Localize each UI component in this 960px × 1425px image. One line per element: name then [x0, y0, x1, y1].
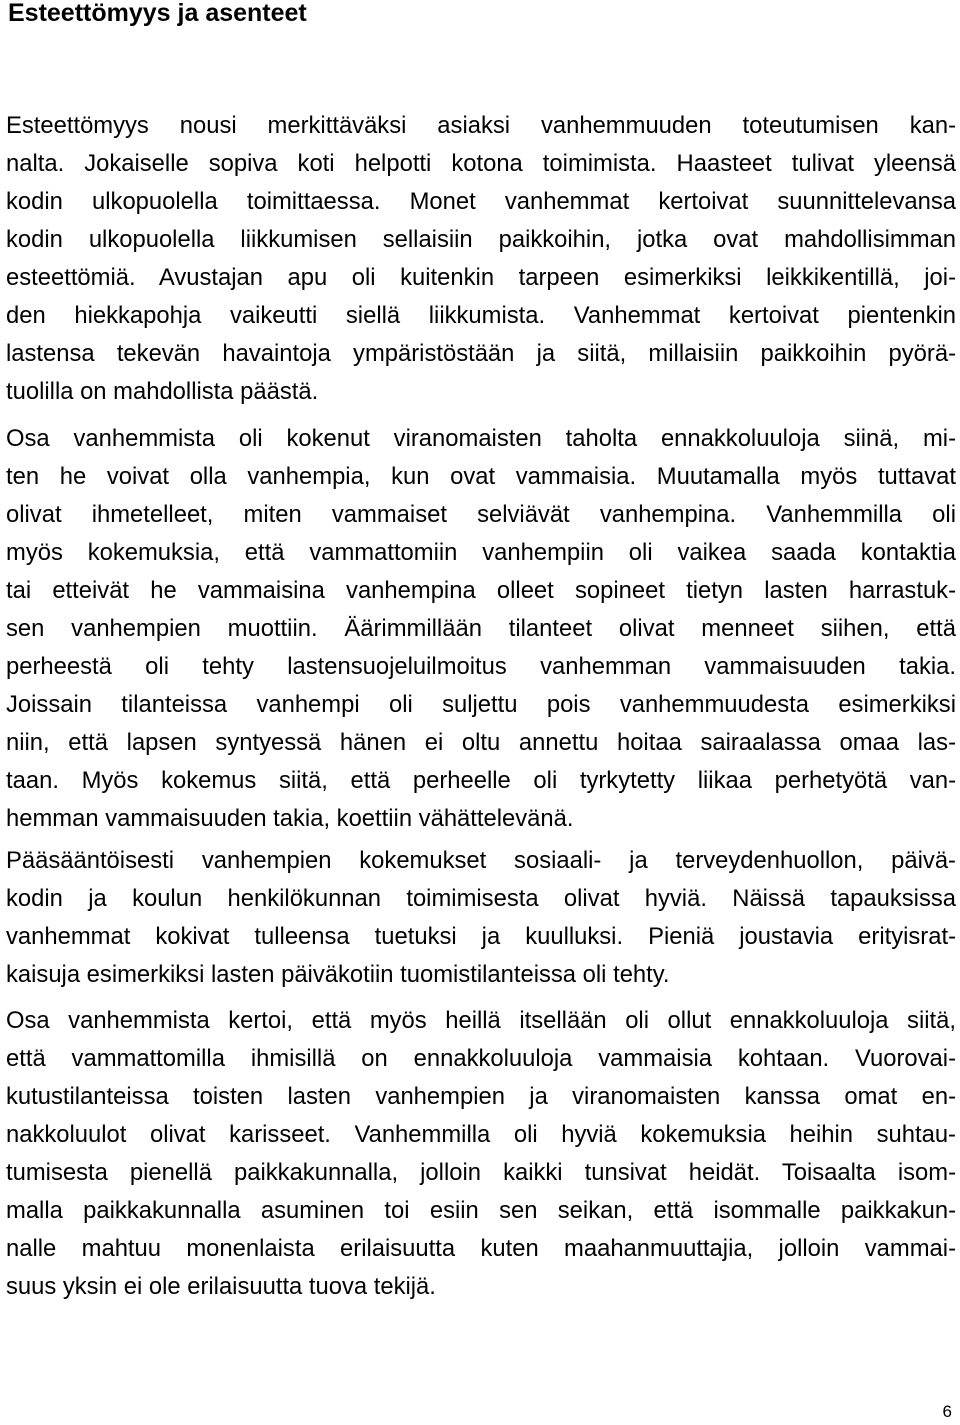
paragraph-line: den hiekkapohja vaikeutti siellä liikkumista. Vanhemmat kertoivat pientenkin — [6, 302, 956, 329]
paragraph-line: kaisuja esimerkiksi lasten päiväkotiin tuomistilanteissa oli tehty. — [6, 961, 670, 988]
paragraph-line: ten he voivat olla vanhempia, kun ovat vammaisia. Muutamalla myös tuttavat — [6, 463, 956, 490]
paragraph-line: Esteettömyys nousi merkittäväksi asiaksi vanhemmuuden toteutumisen kan- — [6, 112, 956, 139]
paragraph-line: perheestä oli tehty lastensuojeluilmoitus vanhemman vammaisuuden takia. — [6, 653, 956, 680]
paragraph-line: Osa vanhemmista oli kokenut viranomaisten taholta ennakkoluuloja siinä, mi- — [6, 425, 956, 452]
page-number: 6 — [942, 1402, 952, 1421]
paragraph-line: vanhemmat kokivat tulleensa tuetuksi ja kuulluksi. Pieniä joustavia erityisrat- — [6, 923, 956, 950]
paragraph-prejudices — [6, 420, 956, 838]
paragraph-line: tai etteivät he vammaisina vanhempina olleet sopineet tietyn lasten harrastuk- — [6, 577, 956, 604]
paragraph-line: olivat ihmetelleet, miten vammaiset selviävät vanhempina. Vanhemmilla oli — [6, 501, 956, 528]
paragraph-line: tumisesta pienellä paikkakunnalla, jolloin kaikki tunsivat heidät. Toisaalta isom- — [6, 1159, 956, 1186]
paragraph-line: Joissain tilanteissa vanhempi oli suljettu pois vanhemmuudesta esimerkiksi — [6, 691, 956, 718]
paragraph-line: nalle mahtuu monenlaista erilaisuutta kuten maahanmuuttajia, jolloin vammai- — [6, 1235, 956, 1262]
section-heading: Esteettömyys ja asenteet — [8, 0, 307, 27]
paragraph-line: kutustilanteissa toisten lasten vanhempien ja viranomaisten kanssa omat en- — [6, 1083, 956, 1110]
paragraph-line: Pääsääntöisesti vanhempien kokemukset sosiaali- ja terveydenhuollon, päivä- — [6, 847, 956, 874]
paragraph-own-prejudices — [6, 1002, 956, 1306]
paragraph-line: myös kokemuksia, että vammattomiin vanhempiin oli vaikea saada kontaktia — [6, 539, 956, 566]
paragraph-line: nakkoluulot olivat karisseet. Vanhemmilla oli hyviä kokemuksia heihin suhtau- — [6, 1121, 956, 1148]
paragraph-line: kodin ulkopuolella liikkumisen sellaisiin paikkoihin, jotka ovat mahdollisimman — [6, 226, 956, 253]
paragraph-positive-experiences — [6, 842, 956, 994]
paragraph-line: nalta. Jokaiselle sopiva koti helpotti kotona toimimista. Haasteet tulivat yleensä — [6, 150, 956, 177]
paragraph-line: tuolilla on mahdollista päästä. — [6, 378, 319, 405]
paragraph-line: taan. Myös kokemus siitä, että perheelle oli tyrkytetty liikaa perhetyötä van- — [6, 767, 956, 794]
paragraph-line: malla paikkakunnalla asuminen toi esiin sen seikan, että isommalle paikkakun- — [6, 1197, 956, 1224]
paragraph-line: suus yksin ei ole erilaisuutta tuova tekijä. — [6, 1273, 436, 1300]
paragraph-line: kodin ja koulun henkilökunnan toimimisesta olivat hyviä. Näissä tapauksissa — [6, 885, 956, 912]
paragraph-line: lastensa tekevän havaintoja ympäristöstään ja siitä, millaisiin paikkoihin pyörä- — [6, 340, 956, 367]
paragraph-accessibility — [6, 107, 956, 411]
paragraph-line: hemman vammaisuuden takia, koettiin vähättelevänä. — [6, 805, 574, 832]
paragraph-line: Osa vanhemmista kertoi, että myös heillä itsellään oli ollut ennakkoluuloja siitä, — [6, 1007, 956, 1034]
paragraph-line: niin, että lapsen syntyessä hänen ei oltu annettu hoitaa sairaalassa omaa las- — [6, 729, 956, 756]
paragraph-line: kodin ulkopuolella toimittaessa. Monet vanhemmat kertoivat suunnittelevansa — [6, 188, 956, 215]
paragraph-line: esteettömiä. Avustajan apu oli kuitenkin tarpeen esimerkiksi leikkikentillä, joi- — [6, 264, 956, 291]
paragraph-line: sen vanhempien muottiin. Äärimmillään tilanteet olivat menneet siihen, että — [6, 615, 956, 642]
paragraph-line: että vammattomilla ihmisillä on ennakkoluuloja vammaisia kohtaan. Vuorovai- — [6, 1045, 956, 1072]
